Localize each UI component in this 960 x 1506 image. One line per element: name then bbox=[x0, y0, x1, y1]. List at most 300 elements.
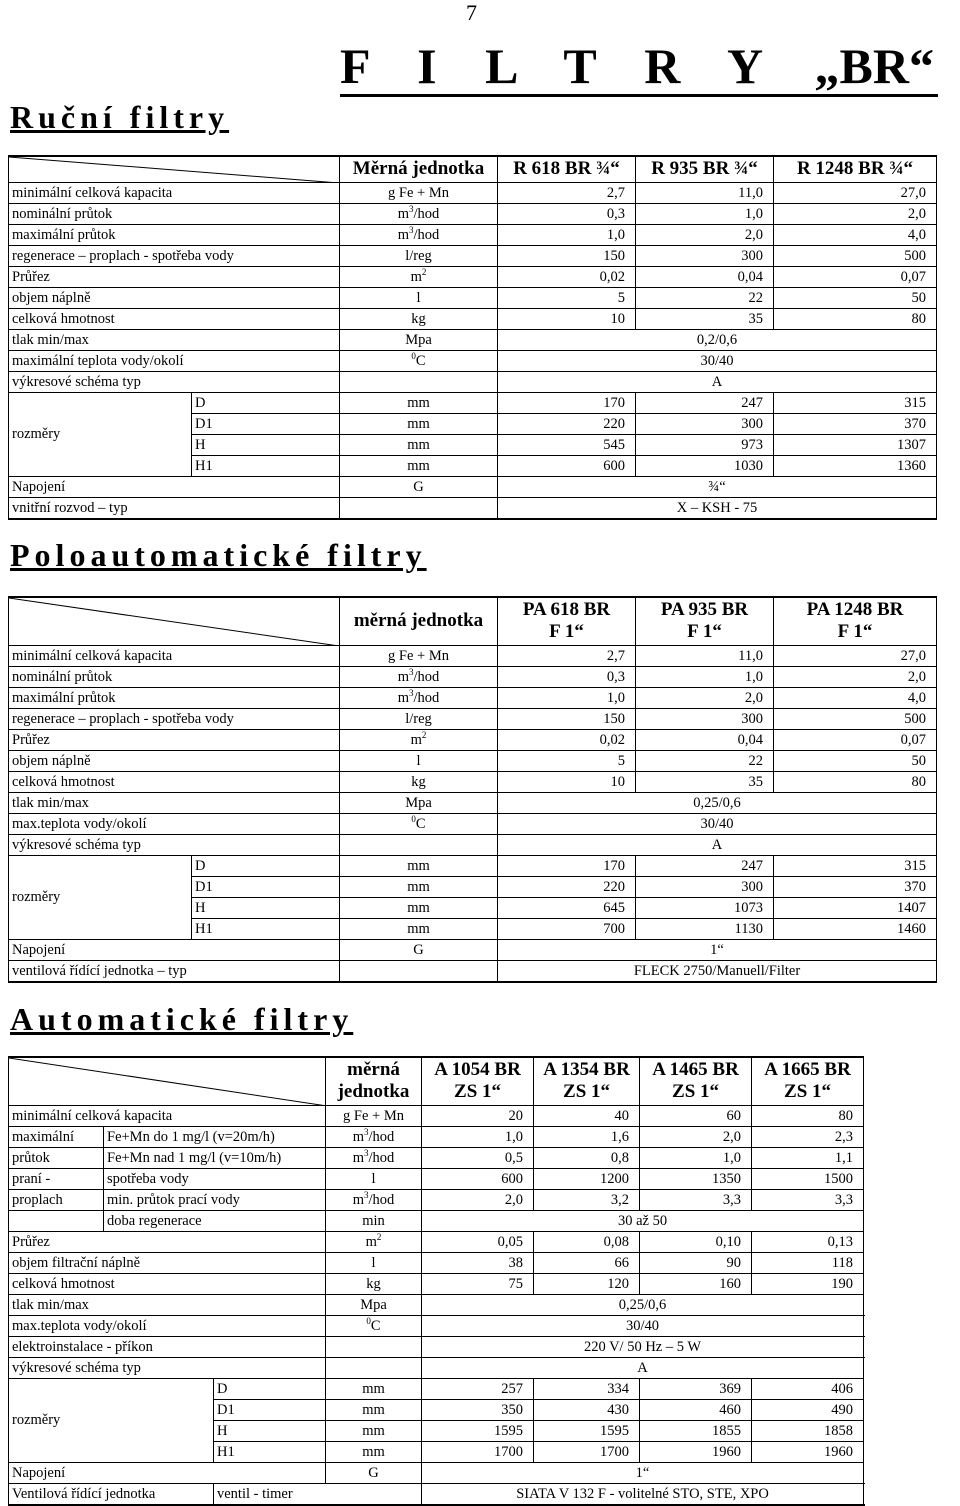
unit-cell: $m^3$/hod bbox=[326, 1147, 422, 1168]
header-blank bbox=[9, 156, 340, 182]
unit-cell: G bbox=[340, 939, 498, 960]
row-label: maximální bbox=[9, 1126, 104, 1147]
row-label: ventilová řídící jednotka – typ bbox=[9, 960, 340, 982]
table-row bbox=[9, 1252, 864, 1273]
row-label: rozměry bbox=[9, 855, 192, 939]
header-blank bbox=[9, 1057, 326, 1105]
row-label: minimální celková kapacita bbox=[9, 182, 340, 203]
unit-cell: mm bbox=[340, 413, 498, 434]
value-cell: 90 bbox=[640, 1252, 752, 1273]
table-row bbox=[9, 371, 937, 392]
dimension-key: D bbox=[192, 855, 340, 876]
column-header: A 1354 BR ZS 1“ bbox=[534, 1057, 640, 1105]
value-cell: 315 bbox=[774, 855, 937, 876]
table-row bbox=[9, 476, 937, 497]
value-cell: 0,08 bbox=[534, 1231, 640, 1252]
row-label: rozměry bbox=[9, 392, 192, 476]
row-label: Průřez bbox=[9, 729, 340, 750]
row-label: praní - bbox=[9, 1168, 104, 1189]
value-cell: 2,3 bbox=[752, 1126, 864, 1147]
value-cell: 4,0 bbox=[774, 687, 937, 708]
merged-value: SIATA V 132 F - volitelné STO, STE, XPO bbox=[422, 1483, 864, 1505]
value-cell: 27,0 bbox=[774, 182, 937, 203]
header-title: F I L T R Y bbox=[340, 38, 782, 94]
value-cell: 1350 bbox=[640, 1168, 752, 1189]
row-label: celková hmotnost bbox=[9, 308, 340, 329]
unit-cell: mm bbox=[340, 392, 498, 413]
table-row bbox=[9, 1378, 864, 1399]
table-row bbox=[9, 1168, 864, 1189]
unit-cell: G bbox=[340, 476, 498, 497]
column-header: R 618 BR ¾“ bbox=[498, 156, 636, 182]
value-cell: 257 bbox=[422, 1378, 534, 1399]
table-header-row bbox=[9, 156, 937, 182]
unit-cell: l/reg bbox=[340, 708, 498, 729]
value-cell: 22 bbox=[636, 287, 774, 308]
value-cell: 120 bbox=[534, 1273, 640, 1294]
value-cell: 500 bbox=[774, 708, 937, 729]
value-cell: 1,0 bbox=[636, 666, 774, 687]
table-row bbox=[9, 1315, 864, 1336]
value-cell: 10 bbox=[498, 771, 636, 792]
page-header bbox=[340, 38, 938, 97]
value-cell: 118 bbox=[752, 1252, 864, 1273]
column-header: R 1248 BR ¾“ bbox=[774, 156, 937, 182]
value-cell: 645 bbox=[498, 897, 636, 918]
section-title-semi: Poloautomatické filtry bbox=[10, 537, 427, 573]
row-label: maximální teplota vody/okolí bbox=[9, 350, 340, 371]
value-cell: 1,6 bbox=[534, 1126, 640, 1147]
value-cell: 5 bbox=[498, 750, 636, 771]
dimension-key: D1 bbox=[192, 413, 340, 434]
row-label: Průřez bbox=[9, 266, 340, 287]
table-row bbox=[9, 1210, 864, 1231]
column-header: A 1054 BR ZS 1“ bbox=[422, 1057, 534, 1105]
value-cell: 0,04 bbox=[636, 729, 774, 750]
row-label: tlak min/max bbox=[9, 329, 340, 350]
section-title-auto: Automatické filtry bbox=[10, 1001, 354, 1037]
value-cell: 150 bbox=[498, 708, 636, 729]
value-cell: 160 bbox=[640, 1273, 752, 1294]
table-row bbox=[9, 1294, 864, 1315]
table-row bbox=[9, 392, 937, 413]
value-cell: 2,0 bbox=[636, 224, 774, 245]
value-cell: 350 bbox=[422, 1399, 534, 1420]
row-label: Napojení bbox=[9, 476, 340, 497]
unit-superscript: 3 bbox=[409, 224, 414, 235]
value-cell: 247 bbox=[636, 855, 774, 876]
unit-cell: l bbox=[326, 1168, 422, 1189]
value-cell: 1855 bbox=[640, 1420, 752, 1441]
table-row bbox=[9, 245, 937, 266]
value-cell: 334 bbox=[534, 1378, 640, 1399]
value-cell: 1595 bbox=[422, 1420, 534, 1441]
table-row bbox=[9, 750, 937, 771]
merged-value: 30/40 bbox=[498, 813, 937, 834]
merged-value: 30/40 bbox=[498, 350, 937, 371]
table-row bbox=[9, 1273, 864, 1294]
row-label: max.teplota vody/okolí bbox=[9, 813, 340, 834]
header-diagonal-line bbox=[9, 1058, 326, 1105]
merged-value: 30/40 bbox=[422, 1315, 864, 1336]
unit-cell: Mpa bbox=[340, 329, 498, 350]
unit-cell: $m^3$/hod bbox=[340, 687, 498, 708]
unit-superscript: 0 bbox=[411, 350, 416, 361]
table-row bbox=[9, 645, 937, 666]
value-cell: 35 bbox=[636, 308, 774, 329]
table-row bbox=[9, 813, 937, 834]
value-cell: 600 bbox=[422, 1168, 534, 1189]
value-cell: 1200 bbox=[534, 1168, 640, 1189]
value-cell: 1407 bbox=[774, 897, 937, 918]
value-cell: 2,7 bbox=[498, 182, 636, 203]
value-cell: 50 bbox=[774, 750, 937, 771]
unit-superscript: 3 bbox=[409, 203, 414, 214]
unit-superscript: 2 bbox=[421, 266, 427, 277]
value-cell: 4,0 bbox=[774, 224, 937, 245]
row-label: regenerace – proplach - spotřeba vody bbox=[9, 245, 340, 266]
value-cell: 0,13 bbox=[752, 1231, 864, 1252]
unit-cell: $m^3$/hod bbox=[340, 203, 498, 224]
row-label: regenerace – proplach - spotřeba vody bbox=[9, 708, 340, 729]
table-row bbox=[9, 329, 937, 350]
unit-cell: $m^2$ bbox=[326, 1231, 422, 1252]
value-cell: 150 bbox=[498, 245, 636, 266]
table-row bbox=[9, 287, 937, 308]
value-cell: 20 bbox=[422, 1105, 534, 1126]
value-cell: 22 bbox=[636, 750, 774, 771]
dimension-key: D1 bbox=[192, 876, 340, 897]
row-sublabel: spotřeba vody bbox=[104, 1168, 326, 1189]
unit-cell bbox=[326, 1336, 422, 1357]
header-diagonal-line bbox=[9, 598, 339, 645]
unit-superscript: 3 bbox=[364, 1189, 369, 1200]
merged-value: A bbox=[498, 834, 937, 855]
unit-cell bbox=[340, 834, 498, 855]
dimension-key: H bbox=[192, 897, 340, 918]
unit-cell: l bbox=[340, 287, 498, 308]
merged-value: 0,25/0,6 bbox=[498, 792, 937, 813]
value-cell: 0,5 bbox=[422, 1147, 534, 1168]
table-row bbox=[9, 1336, 864, 1357]
table-row bbox=[9, 1126, 864, 1147]
value-cell: 1,0 bbox=[640, 1147, 752, 1168]
row-label: Napojení bbox=[9, 1462, 326, 1483]
table-row bbox=[9, 308, 937, 329]
unit-cell: mm bbox=[340, 918, 498, 939]
value-cell: 60 bbox=[640, 1105, 752, 1126]
unit-cell: $m^2$ bbox=[340, 729, 498, 750]
dimension-key: H1 bbox=[214, 1441, 326, 1462]
column-header: měrná jednotka bbox=[326, 1057, 422, 1105]
value-cell: 315 bbox=[774, 392, 937, 413]
value-cell: 370 bbox=[774, 413, 937, 434]
section-title-manual: Ruční filtry bbox=[10, 99, 230, 135]
table-row bbox=[9, 960, 937, 982]
table-header-row bbox=[9, 597, 937, 645]
value-cell: 1,0 bbox=[422, 1126, 534, 1147]
value-cell: 545 bbox=[498, 434, 636, 455]
value-cell: 10 bbox=[498, 308, 636, 329]
value-cell: 75 bbox=[422, 1273, 534, 1294]
value-cell: 1073 bbox=[636, 897, 774, 918]
unit-cell: g Fe + Mn bbox=[340, 182, 498, 203]
value-cell: 170 bbox=[498, 855, 636, 876]
row-label: objem náplně bbox=[9, 750, 340, 771]
merged-value: FLECK 2750/Manuell/Filter bbox=[498, 960, 937, 982]
value-cell: 1030 bbox=[636, 455, 774, 476]
unit-cell: $^0$C bbox=[340, 813, 498, 834]
unit-cell: kg bbox=[340, 308, 498, 329]
value-cell: 2,0 bbox=[774, 666, 937, 687]
value-cell: 500 bbox=[774, 245, 937, 266]
row-label: Napojení bbox=[9, 939, 340, 960]
row-label: tlak min/max bbox=[9, 1294, 326, 1315]
value-cell: 1595 bbox=[534, 1420, 640, 1441]
value-cell: 1700 bbox=[534, 1441, 640, 1462]
row-label bbox=[9, 1210, 104, 1231]
row-label: maximální průtok bbox=[9, 687, 340, 708]
table-row bbox=[9, 182, 937, 203]
unit-superscript: 3 bbox=[409, 687, 414, 698]
unit-cell: mm bbox=[326, 1399, 422, 1420]
value-cell: 406 bbox=[752, 1378, 864, 1399]
unit-cell: l bbox=[340, 750, 498, 771]
column-header: PA 935 BR F 1“ bbox=[636, 597, 774, 645]
value-cell: 35 bbox=[636, 771, 774, 792]
value-cell: 0,04 bbox=[636, 266, 774, 287]
table-row bbox=[9, 771, 937, 792]
value-cell: 700 bbox=[498, 918, 636, 939]
dimension-key: H bbox=[214, 1420, 326, 1441]
unit-cell: min bbox=[326, 1210, 422, 1231]
unit-cell: $m^3$/hod bbox=[340, 224, 498, 245]
unit-cell: l bbox=[326, 1252, 422, 1273]
unit-superscript: 0 bbox=[411, 813, 416, 824]
value-cell: 190 bbox=[752, 1273, 864, 1294]
unit-cell: g Fe + Mn bbox=[340, 645, 498, 666]
row-label: maximální průtok bbox=[9, 224, 340, 245]
value-cell: 3,3 bbox=[752, 1189, 864, 1210]
value-cell: 0,8 bbox=[534, 1147, 640, 1168]
data-table bbox=[8, 155, 937, 520]
table-row bbox=[9, 687, 937, 708]
row-sublabel: min. průtok prací vody bbox=[104, 1189, 326, 1210]
unit-cell: mm bbox=[340, 897, 498, 918]
value-cell: 66 bbox=[534, 1252, 640, 1273]
value-cell: 300 bbox=[636, 245, 774, 266]
merged-value: 30 až 50 bbox=[422, 1210, 864, 1231]
row-label: max.teplota vody/okolí bbox=[9, 1315, 326, 1336]
value-cell: 11,0 bbox=[636, 645, 774, 666]
unit-cell bbox=[326, 1357, 422, 1378]
dimension-key: H1 bbox=[192, 455, 340, 476]
value-cell: 1,0 bbox=[498, 224, 636, 245]
data-table bbox=[8, 1056, 864, 1506]
unit-cell: $m^3$/hod bbox=[340, 666, 498, 687]
value-cell: 5 bbox=[498, 287, 636, 308]
table-row bbox=[9, 792, 937, 813]
column-header: A 1465 BR ZS 1“ bbox=[640, 1057, 752, 1105]
unit-superscript: 3 bbox=[364, 1147, 369, 1158]
value-cell: 38 bbox=[422, 1252, 534, 1273]
value-cell: 1960 bbox=[640, 1441, 752, 1462]
unit-cell: Mpa bbox=[340, 792, 498, 813]
value-cell: 490 bbox=[752, 1399, 864, 1420]
unit-superscript: 2 bbox=[421, 729, 427, 740]
data-table bbox=[8, 596, 937, 983]
merged-value: 1“ bbox=[498, 939, 937, 960]
column-header: A 1665 BR ZS 1“ bbox=[752, 1057, 864, 1105]
value-cell: 220 bbox=[498, 413, 636, 434]
column-header: PA 618 BR F 1“ bbox=[498, 597, 636, 645]
dimension-key: D bbox=[192, 392, 340, 413]
unit-cell: kg bbox=[326, 1273, 422, 1294]
row-label: Průřez bbox=[9, 1231, 326, 1252]
value-cell: 80 bbox=[752, 1105, 864, 1126]
row-sublabel: doba regenerace bbox=[104, 1210, 326, 1231]
table-header-row bbox=[9, 1057, 864, 1105]
table-row bbox=[9, 729, 937, 750]
merged-value: A bbox=[422, 1357, 864, 1378]
column-header: měrná jednotka bbox=[340, 597, 498, 645]
table-row bbox=[9, 1462, 864, 1483]
value-cell: 0,02 bbox=[498, 729, 636, 750]
table-row bbox=[9, 1105, 864, 1126]
row-sublabel: ventil - timer bbox=[214, 1483, 422, 1505]
table-row bbox=[9, 1147, 864, 1168]
unit-cell: mm bbox=[340, 455, 498, 476]
value-cell: 40 bbox=[534, 1105, 640, 1126]
merged-value: A bbox=[498, 371, 937, 392]
unit-cell: g Fe + Mn bbox=[326, 1105, 422, 1126]
unit-cell: kg bbox=[340, 771, 498, 792]
unit-cell: mm bbox=[326, 1441, 422, 1462]
table-row bbox=[9, 834, 937, 855]
value-cell: 2,7 bbox=[498, 645, 636, 666]
column-header: R 935 BR ¾“ bbox=[636, 156, 774, 182]
row-label: nominální průtok bbox=[9, 203, 340, 224]
value-cell: 0,07 bbox=[774, 729, 937, 750]
table-row bbox=[9, 708, 937, 729]
table-row bbox=[9, 224, 937, 245]
value-cell: 3,3 bbox=[640, 1189, 752, 1210]
row-sublabel: Fe+Mn do 1 mg/l (v=20m/h) bbox=[104, 1126, 326, 1147]
row-label: průtok bbox=[9, 1147, 104, 1168]
row-label: vnitřní rozvod – typ bbox=[9, 497, 340, 519]
table-row bbox=[9, 497, 937, 519]
value-cell: 11,0 bbox=[636, 182, 774, 203]
value-cell: 1460 bbox=[774, 918, 937, 939]
merged-value: X – KSH - 75 bbox=[498, 497, 937, 519]
value-cell: 460 bbox=[640, 1399, 752, 1420]
value-cell: 1,0 bbox=[636, 203, 774, 224]
value-cell: 1130 bbox=[636, 918, 774, 939]
row-label: objem filtrační náplně bbox=[9, 1252, 326, 1273]
value-cell: 1700 bbox=[422, 1441, 534, 1462]
value-cell: 2,0 bbox=[636, 687, 774, 708]
value-cell: 27,0 bbox=[774, 645, 937, 666]
unit-cell: $^0$C bbox=[340, 350, 498, 371]
row-label: výkresové schéma typ bbox=[9, 1357, 326, 1378]
unit-superscript: 3 bbox=[364, 1126, 369, 1137]
table-row bbox=[9, 1231, 864, 1252]
merged-value: ¾“ bbox=[498, 476, 937, 497]
unit-superscript: 2 bbox=[376, 1231, 382, 1242]
row-label: rozměry bbox=[9, 1378, 214, 1462]
unit-cell: Mpa bbox=[326, 1294, 422, 1315]
value-cell: 2,0 bbox=[640, 1126, 752, 1147]
merged-value: 0,25/0,6 bbox=[422, 1294, 864, 1315]
row-label: minimální celková kapacita bbox=[9, 1105, 326, 1126]
value-cell: 1960 bbox=[752, 1441, 864, 1462]
value-cell: 247 bbox=[636, 392, 774, 413]
value-cell: 0,10 bbox=[640, 1231, 752, 1252]
unit-cell: $^0$C bbox=[326, 1315, 422, 1336]
row-label: celková hmotnost bbox=[9, 771, 340, 792]
row-label: nominální průtok bbox=[9, 666, 340, 687]
dimension-key: D1 bbox=[214, 1399, 326, 1420]
value-cell: 2,0 bbox=[774, 203, 937, 224]
value-cell: 170 bbox=[498, 392, 636, 413]
unit-cell bbox=[340, 371, 498, 392]
row-label: výkresové schéma typ bbox=[9, 834, 340, 855]
row-label: celková hmotnost bbox=[9, 1273, 326, 1294]
merged-value: 1“ bbox=[422, 1462, 864, 1483]
unit-cell: mm bbox=[326, 1378, 422, 1399]
unit-cell: mm bbox=[326, 1420, 422, 1441]
value-cell: 300 bbox=[636, 876, 774, 897]
unit-cell bbox=[340, 960, 498, 982]
header-blank bbox=[9, 597, 340, 645]
value-cell: 370 bbox=[774, 876, 937, 897]
unit-cell: G bbox=[326, 1462, 422, 1483]
value-cell: 80 bbox=[774, 771, 937, 792]
row-label: výkresové schéma typ bbox=[9, 371, 340, 392]
value-cell: 50 bbox=[774, 287, 937, 308]
value-cell: 1,1 bbox=[752, 1147, 864, 1168]
unit-cell: mm bbox=[340, 855, 498, 876]
row-label: Ventilová řídící jednotka bbox=[9, 1483, 214, 1505]
dimension-key: H bbox=[192, 434, 340, 455]
unit-cell: $m^2$ bbox=[340, 266, 498, 287]
table-row bbox=[9, 203, 937, 224]
row-label: tlak min/max bbox=[9, 792, 340, 813]
table-row bbox=[9, 666, 937, 687]
value-cell: 0,02 bbox=[498, 266, 636, 287]
value-cell: 1,0 bbox=[498, 687, 636, 708]
value-cell: 973 bbox=[636, 434, 774, 455]
unit-cell: $m^3$/hod bbox=[326, 1189, 422, 1210]
value-cell: 80 bbox=[774, 308, 937, 329]
row-sublabel: Fe+Mn nad 1 mg/l (v=10m/h) bbox=[104, 1147, 326, 1168]
column-header: Měrná jednotka bbox=[340, 156, 498, 182]
unit-cell: $m^3$/hod bbox=[326, 1126, 422, 1147]
row-label: minimální celková kapacita bbox=[9, 645, 340, 666]
table-row bbox=[9, 939, 937, 960]
header-brand: „BR“ bbox=[814, 38, 934, 94]
value-cell: 300 bbox=[636, 708, 774, 729]
merged-value: 0,2/0,6 bbox=[498, 329, 937, 350]
value-cell: 600 bbox=[498, 455, 636, 476]
row-label: proplach bbox=[9, 1189, 104, 1210]
page-number: 7 bbox=[466, 0, 477, 25]
unit-superscript: 3 bbox=[409, 666, 414, 677]
unit-cell bbox=[340, 497, 498, 519]
table-row bbox=[9, 350, 937, 371]
value-cell: 1858 bbox=[752, 1420, 864, 1441]
value-cell: 430 bbox=[534, 1399, 640, 1420]
